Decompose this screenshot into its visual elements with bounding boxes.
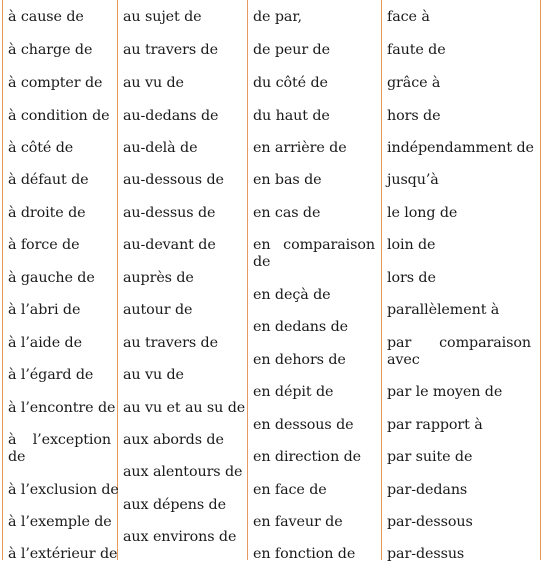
table-cell: à défaut de — [8, 172, 89, 188]
table-cell: au vu de — [123, 367, 184, 383]
table-cell: grâce à — [387, 75, 441, 91]
table-cell: hors de — [387, 108, 441, 124]
table-cell: en arrière de — [253, 140, 347, 156]
table-cell: à charge de — [8, 42, 93, 58]
table-cell: au-dessous de — [123, 172, 224, 188]
table-cell: au vu de — [123, 75, 184, 91]
table-cell: loin de — [387, 237, 436, 253]
table-cell: faute de — [387, 42, 446, 58]
column-3 — [248, 0, 382, 560]
table-cell: à l’exception de — [8, 432, 111, 465]
table-cell: en face de — [253, 482, 327, 498]
table-cell: parallèlement à — [387, 302, 500, 318]
table-cell: en fonction de — [253, 546, 356, 562]
table-cell: le long de — [387, 205, 458, 221]
table-cell: à l’abri de — [8, 302, 81, 318]
table-cell: aux alentours de — [123, 464, 243, 480]
table-cell: aux environs de — [123, 529, 237, 545]
table-cell: à côté de — [8, 140, 74, 156]
table-cell: à l’extérieur de — [8, 546, 118, 562]
table-cell: en faveur de — [253, 514, 343, 530]
table-cell: aux dépens de — [123, 497, 226, 513]
table-cell: en bas de — [253, 172, 322, 188]
table-cell: à l’aide de — [8, 335, 82, 351]
table-cell: par suite de — [387, 449, 473, 465]
column-4 — [382, 0, 537, 560]
table-cell: au travers de — [123, 42, 218, 58]
table-cell: en dépit de — [253, 384, 334, 400]
table-cell: aux abords de — [123, 432, 224, 448]
table-cell: au-delà de — [123, 140, 198, 156]
table-cell: par-dessous — [387, 514, 473, 530]
table-cell: au sujet de — [123, 9, 202, 25]
table-cell: par-dessus — [387, 546, 465, 562]
table-cell: au vu et au su de — [123, 400, 246, 416]
table-cell: jusqu’à — [387, 172, 439, 188]
table-cell: en dedans de — [253, 319, 349, 335]
table-cell: du côté de — [253, 75, 328, 91]
table-cell: en direction de — [253, 449, 362, 465]
table-cell: au-dedans de — [123, 108, 219, 124]
table-cell: face à — [387, 9, 430, 25]
table-cell: autour de — [123, 302, 193, 318]
table-cell: à cause de — [8, 9, 84, 25]
table-cell: à droite de — [8, 205, 86, 221]
table-cell: par rapport à — [387, 417, 483, 433]
table-cell: à condition de — [8, 108, 110, 124]
table-cell: à force de — [8, 237, 80, 253]
table-cell: par le moyen de — [387, 384, 503, 400]
table-cell: à compter de — [8, 75, 103, 91]
table-cell: à gauche de — [8, 270, 95, 286]
table-cell: auprès de — [123, 270, 194, 286]
table-cell: en deçà de — [253, 287, 331, 303]
table-cell: du haut de — [253, 108, 330, 124]
table-cell: par comparaison avec — [387, 335, 531, 368]
column-1 — [3, 0, 118, 560]
table-cell: à l’exemple de — [8, 514, 112, 530]
table-cell: par-dedans — [387, 482, 468, 498]
table-cell: en comparaison de — [253, 237, 375, 270]
table-cell: lors de — [387, 270, 436, 286]
table-cell: de peur de — [253, 42, 330, 58]
table-cell: au travers de — [123, 335, 218, 351]
table-cell: indépendamment de — [387, 140, 534, 156]
table-cell: à l’égard de — [8, 367, 94, 383]
table-cell: de par, — [253, 9, 302, 25]
table-cell: en cas de — [253, 205, 321, 221]
table-cell: à l’encontre de — [8, 400, 116, 416]
prepositions-table — [2, 0, 541, 560]
table-cell: à l’exclusion de — [8, 482, 119, 498]
table-cell: en dehors de — [253, 352, 346, 368]
column-2 — [118, 0, 248, 560]
table-cell: en dessous de — [253, 417, 354, 433]
table-cell: au-dessus de — [123, 205, 216, 221]
table-cell: au-devant de — [123, 237, 216, 253]
